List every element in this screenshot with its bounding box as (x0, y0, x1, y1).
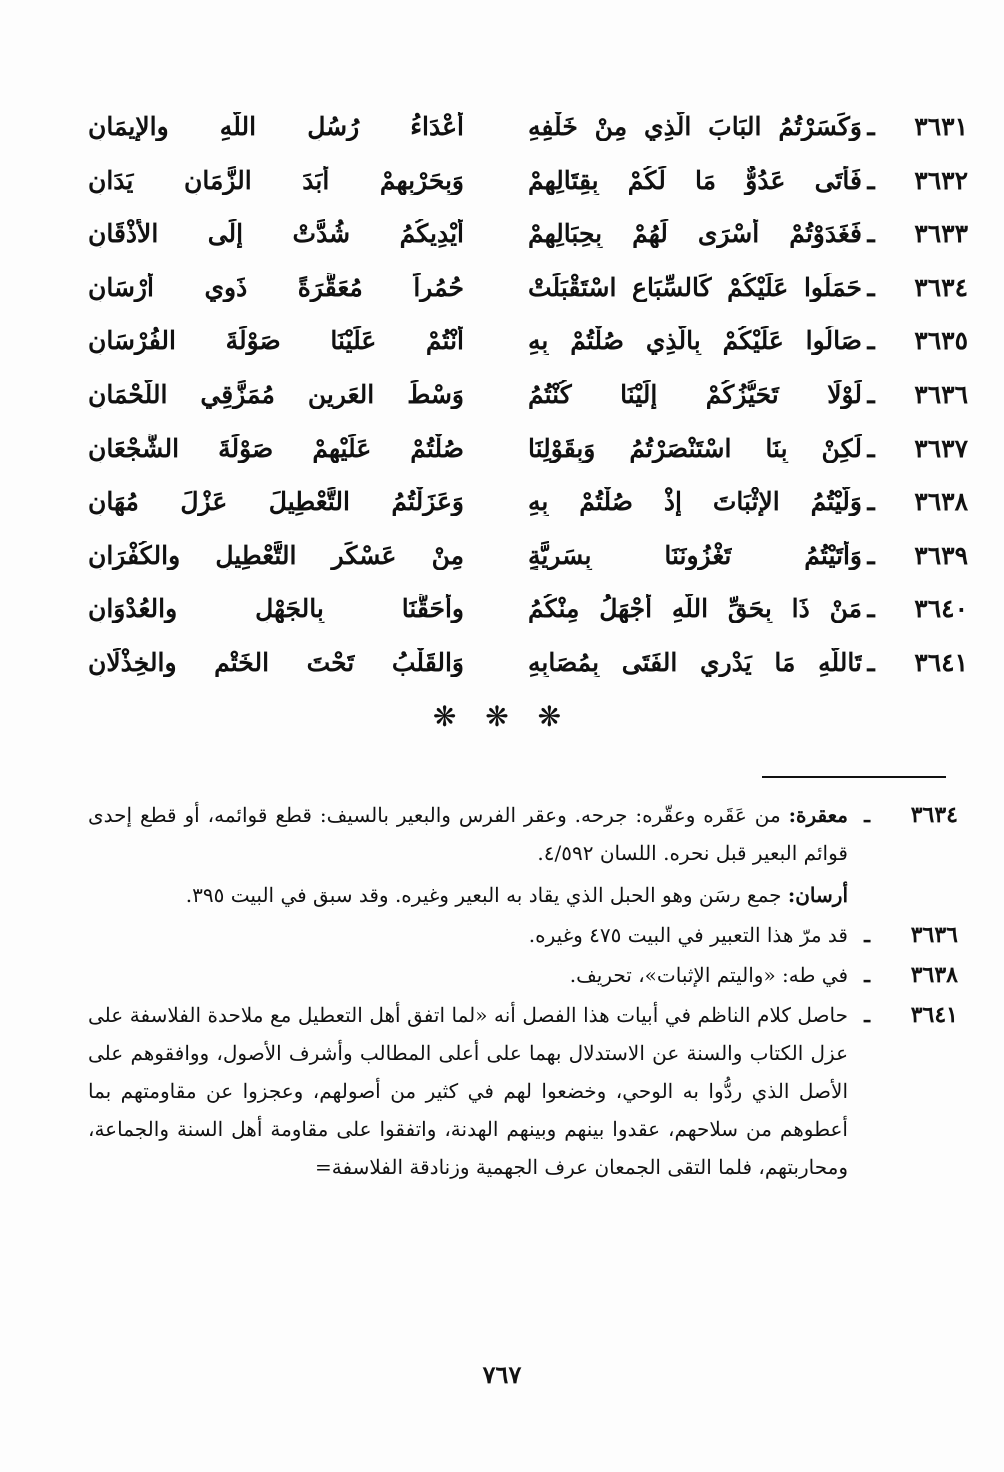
verse-second-hemistich: حُمُراً مُعَقَّرَةً ذَوِي أَرْسَانِ (88, 272, 464, 302)
verse-second-hemistich: صُلْتُمْ عَلَيْهِمْ صَوْلَةَ الشُّجْعَانِ (88, 433, 464, 463)
verse-second-hemistich: أَيْدِيكُمُ شُدَّتْ إِلَى الأَذْقَانِ (88, 219, 464, 249)
footnote-text: قد مرّ هذا التعبير في البيت ٤٧٥ وغيره. (528, 923, 848, 947)
verse-dash: ـ (867, 272, 875, 302)
verse-line (88, 166, 968, 220)
footnote-text: حاصل كلام الناظم في أبيات هذا الفصل أنه «لما اتفق أهل التعطيل مع ملاحدة الفلاسفة على عزل الكتاب والسنة عن الاستدلال بهما على أعلى المطالب وأشرف الأصول، ووافقوهم على الأصل الذي ردُّوا به الوحي، وخضعوا لهم في كثير من أصولهم، وعجزوا عن مقاومتهم بما أعطوهم من سلاحهم، عقدوا بينهم وبينهم الهدنة، واتفقوا على مقاومة أهل السنة والجماعة، ومحاربتهم، فلما التقى الجمعان عرف الجهمية وزنادقة الفلاسفة= (88, 1003, 848, 1179)
footnote-term: أرسان: (787, 883, 848, 907)
footnote-rule (762, 776, 946, 778)
verse-line (88, 112, 968, 166)
footnote-text: في طه: «واليتم الإثبات»، تحريف. (569, 963, 848, 987)
verse-second-hemistich: وَبِحَرْبِهِمْ أَبَدَ الزَّمَانِ يَدَانِ (88, 165, 464, 195)
footnote (88, 796, 958, 872)
verse-number: ٣٦٤٠ (914, 594, 968, 624)
verse-line (88, 273, 968, 327)
verse-first-hemistich: فَأَتَى عَدُوٌّ مَا لَكُمْ بِقِتَالِهِمْ (528, 165, 862, 195)
verse-second-hemistich: وَسْطَ العَرِينِ مُمَزَّقِي اللُّحْمَانِ (88, 379, 464, 409)
verse-number: ٣٦٣٨ (914, 487, 968, 517)
verse-number: ٣٦٣٦ (914, 379, 968, 409)
footnote-text: من عَقَره وعقّره: جرحه. وعقر الفرس والبعير بالسيف: قطع قوائمه، أو قطع إحدى قوائم البعير قبل نحره. اللسان ٤/٥٩٢. (88, 803, 848, 865)
verse-line (88, 326, 968, 380)
verse-line (88, 541, 968, 595)
verse-first-hemistich: وَأَتَيْتُمُ تَغْزُونَنَا بِسَرِيَّةٍ (528, 540, 862, 570)
footnote (88, 916, 958, 954)
footnote-number: ٣٦٣٤ (910, 802, 958, 828)
verse-first-hemistich: فَغَدَوْتُمْ أَسْرَى لَهُمْ بِحِبَالِهِمْ (528, 219, 862, 249)
verse-dash: ـ (867, 594, 875, 624)
footnote-body (88, 876, 848, 914)
verse-second-hemistich: وَالقَلْبُ تَحْتَ الخَتْمِ والخِذْلَانِ (88, 647, 464, 677)
footnote-text: جمع رسَن وهو الحبل الذي يقاد به البعير وغيره. وقد سبق في البيت ٣٩٥. (185, 883, 788, 907)
verse-line (88, 487, 968, 541)
verse-number: ٣٦٤١ (914, 647, 968, 677)
footnote-number: ٣٦٣٦ (910, 922, 958, 948)
verse-first-hemistich: تَاللَّهِ مَا يَدْرِي الفَتَى بِمُصَابِهِ (528, 647, 862, 677)
verse-first-hemistich: وَلَّيْتُمُ الإِثْبَاتَ إِذْ صُلْتُمْ بِهِ (528, 487, 862, 517)
verse-dash: ـ (867, 433, 875, 463)
footnote-number: ٣٦٣٨ (910, 962, 958, 988)
verse-first-hemistich: حَمَلُوا عَلَيْكُمْ كَالسِّبَاعِ اسْتَقْبَلَتْ (528, 272, 862, 302)
verse-list (88, 112, 968, 702)
footnote-term: معقرة: (788, 803, 848, 827)
verse-number: ٣٦٣٢ (914, 165, 968, 195)
verse-number: ٣٦٣٣ (914, 219, 968, 249)
verse-first-hemistich: مَنْ ذَا بِحَقِّ اللَّهِ أَجْهَلُ مِنْكُمُ (528, 594, 862, 624)
verse-second-hemistich: وأَحَقُّنَا بِالجَهْلِ والعُدْوَانِ (88, 594, 464, 624)
verse-dash: ـ (867, 647, 875, 677)
verse-first-hemistich: لَكِنْ بِنَا اسْتَنْصَرْتُمُ وَبِقَوْلِنَا (528, 433, 862, 463)
footnote-dash: ـ (864, 963, 870, 987)
verse-line (88, 434, 968, 488)
footnote (88, 956, 958, 994)
verse-line (88, 219, 968, 273)
verse-first-hemistich: وَكَسَرْتُمُ البَابَ الَّذِي مِنْ خَلْفِهِ (528, 112, 862, 141)
verse-second-hemistich: أَنْتُمْ عَلَيْنَا صَوْلَةَ الفُرْسَانِ (88, 326, 464, 356)
footnote-dash: ـ (864, 923, 870, 947)
verse-first-hemistich: لَوْلَا تَحَيُّزُكُمْ إِلَيْنَا كُنْتُمُ (528, 379, 862, 409)
verse-dash: ـ (867, 379, 875, 409)
footnote-body (88, 796, 848, 872)
verse-number: ٣٦٣٧ (914, 433, 968, 463)
verse-second-hemistich: وَعَزَلْتُمُ التَّعْطِيلَ عَزْلَ مُهَانِ (88, 487, 464, 517)
section-separator: ❋ ❋ ❋ (432, 700, 572, 733)
verse-dash: ـ (867, 326, 875, 356)
page-number: ٧٦٧ (482, 1360, 522, 1389)
footnote (88, 996, 958, 1186)
verse-line (88, 594, 968, 648)
footnotes (88, 796, 958, 1188)
verse-dash: ـ (867, 219, 875, 249)
verse-line (88, 380, 968, 434)
verse-dash: ـ (867, 112, 875, 141)
verse-line (88, 648, 968, 702)
verse-number: ٣٦٣٤ (914, 272, 968, 302)
verse-first-hemistich: صَالُوا عَلَيْكُمْ بِالَّذِي صُلْتُمْ بِهِ (528, 326, 862, 356)
verse-dash: ـ (867, 487, 875, 517)
footnote-dash: ـ (864, 803, 870, 827)
verse-second-hemistich: مِنْ عَسْكَرِ التَّعْطِيلِ والكُفْرَانِ (88, 540, 464, 570)
verse-number: ٣٦٣٥ (914, 326, 968, 356)
verse-number: ٣٦٣١ (914, 112, 968, 141)
verse-dash: ـ (867, 165, 875, 195)
verse-number: ٣٦٣٩ (914, 540, 968, 570)
verse-dash: ـ (867, 540, 875, 570)
verse-second-hemistich: أَعْدَاءُ رُسُلِ اللَّهِ والإِيمَانِ (88, 112, 464, 141)
footnote (88, 876, 958, 914)
footnote-dash: ـ (864, 1003, 870, 1027)
footnote-number: ٣٦٤١ (910, 1002, 958, 1028)
